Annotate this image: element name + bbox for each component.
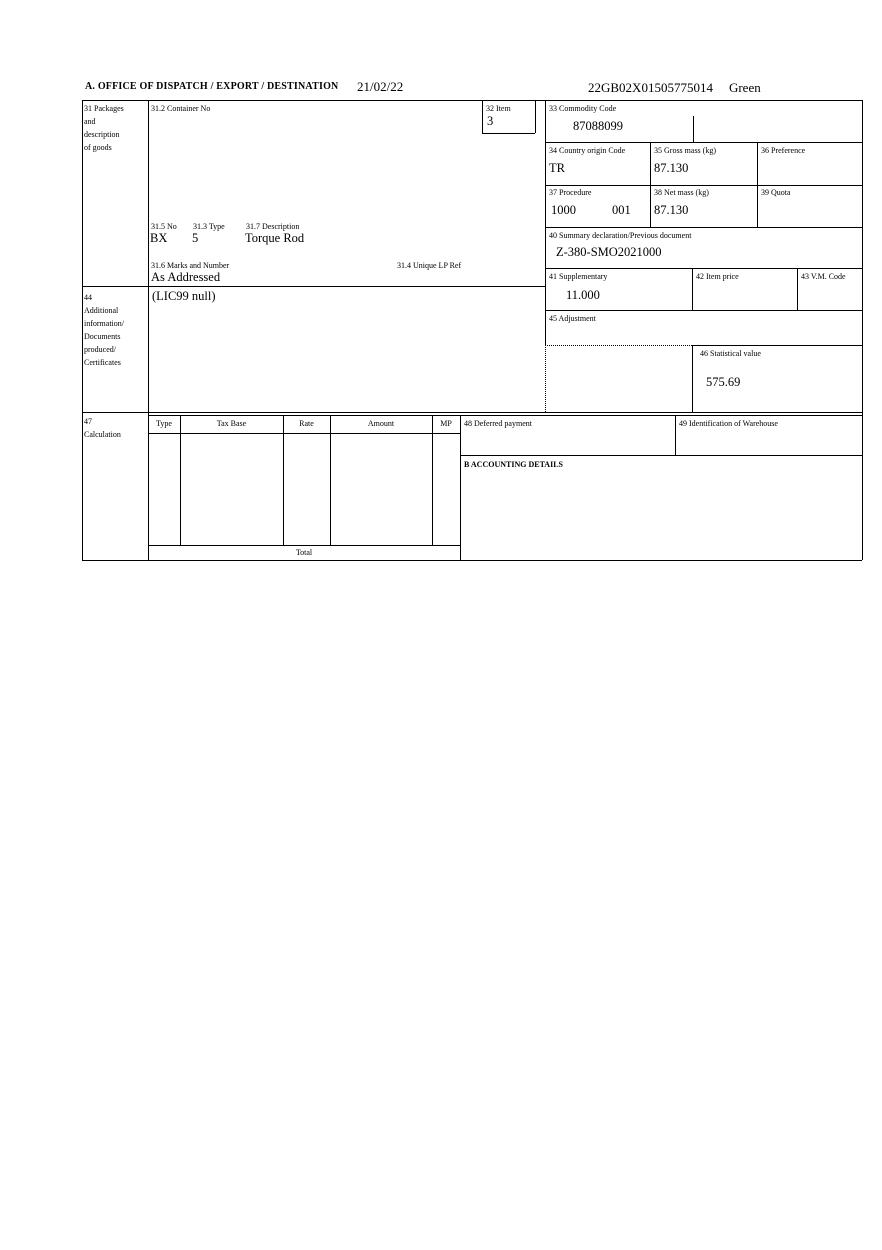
deferred-payment-label: 48 Deferred payment [464, 419, 532, 428]
form-line [148, 415, 862, 416]
form-line [432, 415, 433, 545]
packages-type-value: 5 [192, 231, 199, 245]
form-line [148, 545, 460, 546]
box31-label-line: and [84, 117, 96, 126]
packages-no-value: BX [150, 231, 168, 245]
declaration-form-grid [82, 100, 862, 560]
form-line [82, 286, 545, 287]
calc-col-tax-base: Tax Base [216, 419, 247, 428]
container-no-label: 31.2 Container No [151, 104, 211, 113]
box44-label-line: Additional [84, 306, 119, 315]
packages-no-label: 31.5 No [151, 222, 177, 231]
vm-code-label: 43 V.M. Code [801, 272, 846, 281]
mrn-line [588, 80, 761, 95]
form-line-dotted [545, 345, 692, 346]
calc-col-mp: MP [440, 419, 452, 428]
form-line [545, 268, 862, 269]
form-line [283, 415, 284, 545]
box44-label-line: 44 [84, 293, 92, 302]
supplementary-value: 11.000 [566, 288, 600, 302]
form-line [545, 100, 546, 345]
box44-label-line: produced/ [84, 345, 116, 354]
procedure-value-1: 1000 [551, 203, 576, 217]
box44-label-line: information/ [84, 319, 124, 328]
box47-label-line: 47 [84, 417, 92, 426]
calc-col-rate: Rate [299, 419, 314, 428]
form-line [650, 142, 651, 227]
form-line [862, 100, 863, 560]
warehouse-id-label: 49 Identification of Warehouse [679, 419, 778, 428]
commodity-code-value: 87088099 [573, 119, 623, 133]
form-line [545, 185, 862, 186]
box44-label-line: Certificates [84, 358, 121, 367]
procedure-label: 37 Procedure [549, 188, 592, 197]
box31-label-line: description [84, 130, 120, 139]
quota-label: 39 Quota [761, 188, 791, 197]
form-line [545, 310, 862, 311]
form-line [692, 345, 693, 412]
marks-number-value: As Addressed [151, 270, 221, 284]
box44-label-line: Documents [84, 332, 121, 341]
form-line [757, 142, 758, 227]
form-line [535, 100, 536, 133]
mrn-value: 22GB02X01505775014 [588, 80, 713, 95]
preference-label: 36 Preference [761, 146, 806, 155]
commodity-code-label: 33 Commodity Code [549, 104, 617, 113]
summary-declaration-value: Z-380-SMO2021000 [556, 245, 662, 259]
form-line [545, 142, 862, 143]
item-price-label: 42 Item price [696, 272, 739, 281]
form-line [82, 560, 862, 561]
form-line [82, 100, 83, 560]
form-line [692, 345, 862, 346]
gross-mass-value: 87.130 [654, 161, 689, 175]
supplementary-label: 41 Supplementary [549, 272, 608, 281]
packages-type-label: 31.3 Type [193, 222, 225, 231]
net-mass-label: 38 Net mass (kg) [654, 188, 709, 197]
form-line [180, 415, 181, 545]
form-line [460, 455, 862, 456]
procedure-value-2: 001 [612, 203, 631, 217]
box31-label-line: 31 Packages [84, 104, 124, 113]
country-origin-label: 34 Country origin Code [549, 146, 626, 155]
form-line [693, 116, 694, 142]
form-line-dotted [545, 345, 546, 412]
box31-label-line: of goods [84, 143, 112, 152]
form-line [797, 268, 798, 310]
office-of-dispatch-label: A. OFFICE OF DISPATCH / EXPORT / DESTINATION [85, 81, 339, 92]
adjustment-label: 45 Adjustment [549, 314, 596, 323]
net-mass-value: 87.130 [654, 203, 689, 217]
form-line [692, 268, 693, 310]
unique-lp-ref-label: 31.4 Unique LP Ref [397, 261, 462, 270]
form-line [82, 100, 862, 101]
form-line [545, 227, 862, 228]
statistical-value-label: 46 Statistical value [700, 349, 761, 358]
form-line [82, 412, 862, 413]
form-line [675, 415, 676, 455]
goods-description-label: 31.7 Description [246, 222, 300, 231]
box47-label-line: Calculation [84, 430, 121, 439]
marks-number-label: 31.6 Marks and Number [151, 261, 230, 270]
form-line [330, 415, 331, 545]
calc-col-type: Type [156, 419, 172, 428]
form-line [460, 415, 461, 560]
summary-declaration-label: 40 Summary declaration/Previous document [549, 231, 692, 240]
statistical-value-value: 575.69 [706, 375, 741, 389]
declaration-date: 21/02/22 [357, 79, 404, 94]
calc-total-label: Total [295, 548, 313, 557]
item-number-label: 32 Item [486, 104, 511, 113]
accounting-details-label: B ACCOUNTING DETAILS [464, 460, 563, 469]
gross-mass-label: 35 Gross mass (kg) [654, 146, 716, 155]
form-line [482, 133, 535, 134]
item-number-value: 3 [487, 114, 494, 128]
form-line [482, 100, 483, 133]
calc-col-amount: Amount [367, 419, 395, 428]
additional-info-value: (LIC99 null) [152, 289, 216, 303]
form-line [148, 433, 460, 434]
goods-description-value: Torque Rod [245, 231, 305, 245]
form-line [148, 100, 149, 560]
country-origin-value: TR [549, 161, 565, 175]
routing-status: Green [728, 80, 761, 95]
